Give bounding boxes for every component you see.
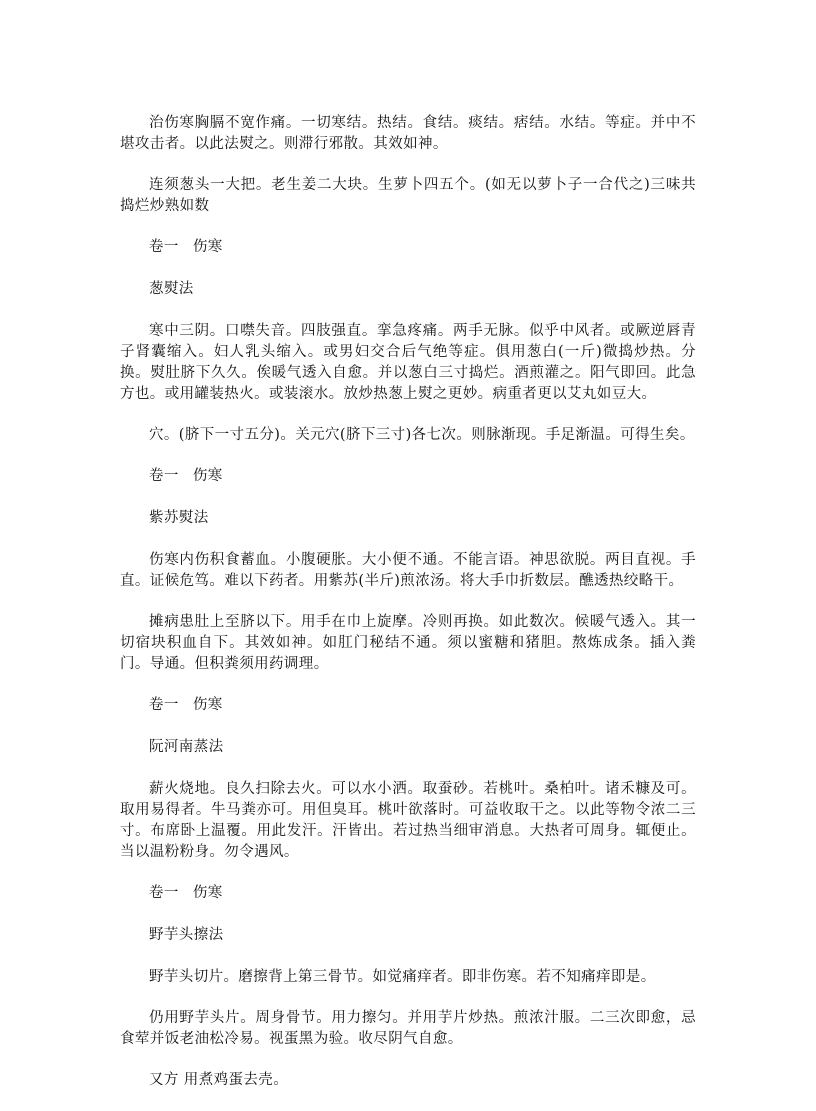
paragraph: 薪火烧地。良久扫除去火。可以水小洒。取蚕砂。若桃叶。桑柏叶。诸禾糠及可。取用易得者。牛马粪亦可。用但臭耳。桃叶欲落时。可益收取干之。以此等物令浓二三寸。布席卧上温覆。用此发汗。汗皆出。若过热当细审消息。大热者可周身。辄便止。当以温粉粉身。勿令遇风。 <box>120 781 696 860</box>
section-header <box>120 237 696 258</box>
paragraph: 穴。(脐下一寸五分)。关元穴(脐下三寸)各七次。则脉渐现。手足渐温。可得生矣。 <box>149 427 695 443</box>
paragraph: 仍用野芋头片。周身骨节。用力擦匀。并用芋片炒热。煎浓汁服。二三次即愈，忌食荤并饭老油松冷易。视蛋黑为验。收尽阴气自愈。 <box>120 1010 696 1047</box>
method-title: 阮河南蒸法 <box>149 739 224 755</box>
method-title: 野芋头擦法 <box>149 927 224 943</box>
volume-label: 卷一 <box>149 468 179 484</box>
paragraph: 连须葱头一大把。老生姜二大块。生萝卜四五个。(如无以萝卜子一合代之)三味共捣烂炒熟如数 <box>120 177 696 214</box>
paragraph: 野芋头切片。磨擦背上第三骨节。如觉痛痒者。即非伤寒。若不知痛痒即是。 <box>149 969 656 985</box>
volume-label: 卷一 <box>149 697 179 713</box>
paragraph: 寒中三阴。口噤失音。四肢强直。挛急疼痛。两手无脉。似乎中风者。或厥逆唇青子肾囊缩入。妇人乳头缩入。或男妇交合后气绝等症。俱用葱白(一斤)微捣炒热。分换。熨肚脐下久久。俟暖气透入自愈。并以葱白三寸捣烂。酒煎灌之。阳气即回。此急方也。或用罐装热火。或装滚水。放炒热葱上熨之更妙。病重者更以艾丸如豆大。 <box>120 323 696 402</box>
section-header <box>120 883 696 904</box>
method-title: 紫苏熨法 <box>149 510 209 526</box>
section-header <box>120 466 696 487</box>
section-header <box>120 695 696 716</box>
document-page <box>120 113 696 1111</box>
paragraph: 伤寒内伤积食蓄血。小腹硬胀。大小便不通。不能言语。神思欲脱。两目直视。手直。证候危笃。难以下药者。用紫苏(半斤)煎浓汤。将大手巾折数层。醮透热绞略干。 <box>120 552 696 589</box>
method-title: 葱熨法 <box>149 281 194 297</box>
category-label: 伤寒 <box>192 697 223 713</box>
paragraph: 又方 用煮鸡蛋去壳。 <box>149 1072 289 1088</box>
paragraph: 治伤寒胸膈不宽作痛。一切寒结。热结。食结。痰结。痞结。水结。等症。并中不堪攻击者。以此法熨之。则滞行邪散。其效如神。 <box>120 115 696 152</box>
category-label: 伤寒 <box>192 885 223 901</box>
category-label: 伤寒 <box>192 239 223 255</box>
volume-label: 卷一 <box>149 885 179 901</box>
category-label: 伤寒 <box>192 468 223 484</box>
volume-label: 卷一 <box>149 239 179 255</box>
paragraph: 摊病患肚上至脐以下。用手在巾上旋摩。冷则再换。如此数次。候暖气透入。其一切宿块积血自下。其效如神。如肛门秘结不通。须以蜜糖和猪胆。熬炼成条。插入粪门。导通。但积粪须用药调理。 <box>120 614 696 672</box>
